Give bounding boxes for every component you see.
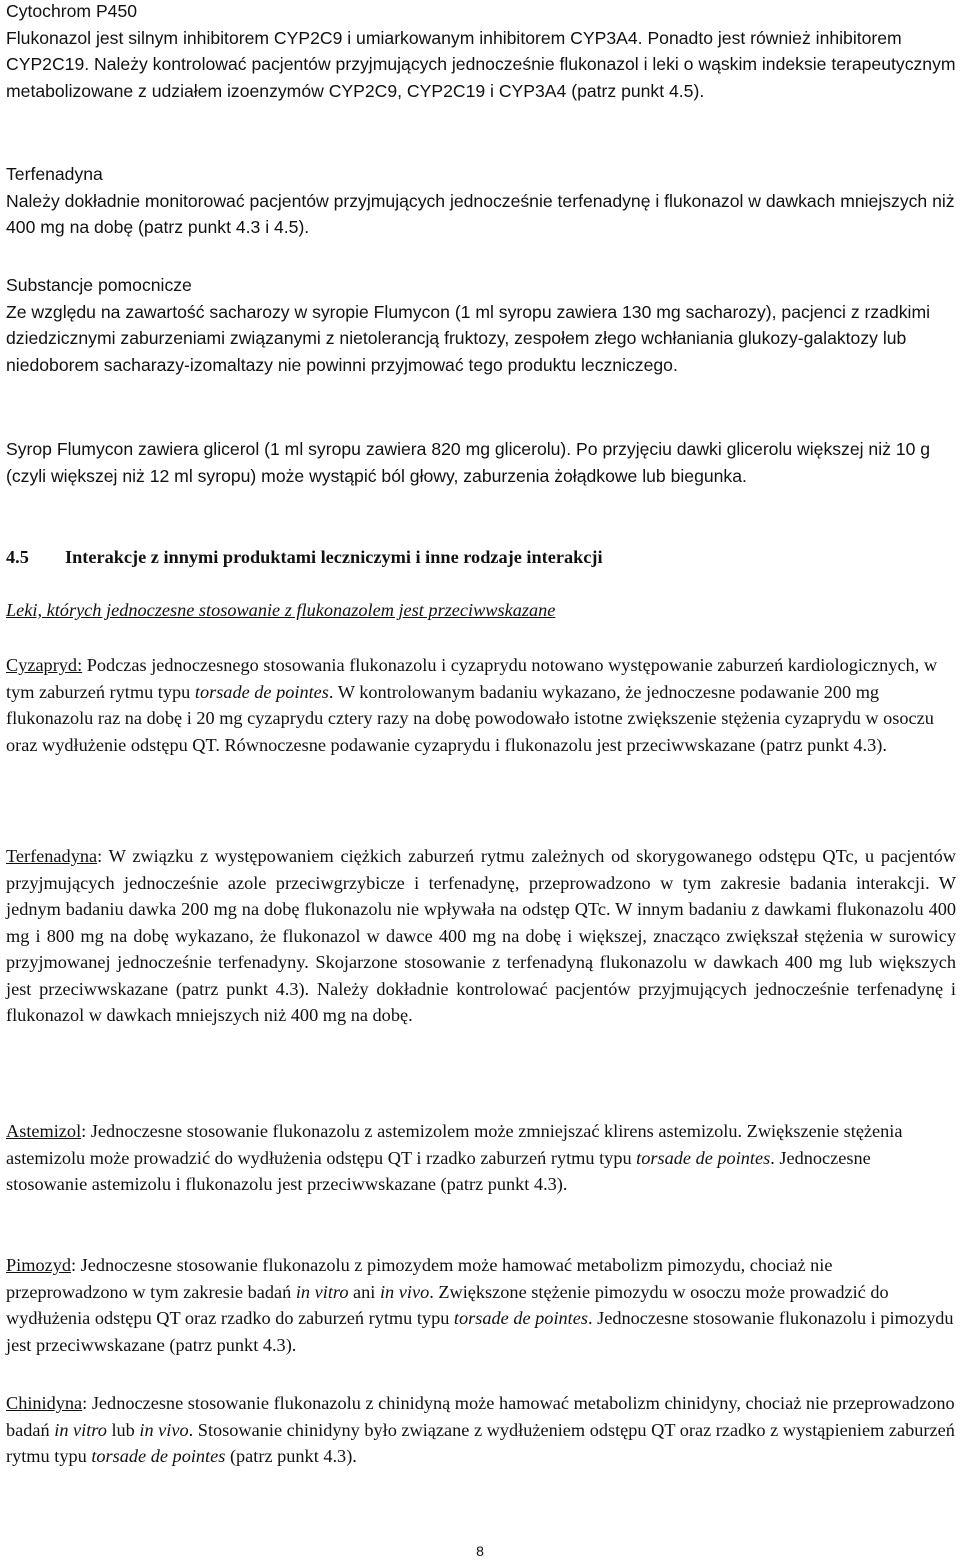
terfenadine-warning-paragraph [6, 161, 956, 241]
cyp450-heading: Cytochrom P450 [6, 1, 138, 21]
pimozide-paragraph [6, 1252, 956, 1358]
pimozide-name: Pimozyd [6, 1255, 72, 1275]
quinidine-text-1: : Jednoczesne stosowanie flukonazolu z chinidyną może hamować metabolizm chinidyny, chociaż nie przeprowadzono badań [6, 1393, 955, 1440]
cyp450-text: Flukonazol jest silnym inhibitorem CYP2C9 i umiarkowanym inhibitorem CYP3A4. Ponadto jest również inhibitorem CYP2C19. Należy kontrolować pacjentów przyjmujących jednocześnie flukonazol i leki o wąskim indeksie terapeutycznym metabolizowane z udziałem izoenzymów CYP2C9, CYP2C19 i CYP3A4 (patrz punkt 4.5). [6, 27, 956, 101]
pimozide-italic-2: in vivo [379, 1281, 430, 1302]
astemizole-paragraph [6, 1118, 956, 1198]
contraindicated-heading-block [6, 597, 956, 624]
terfenadine-text: : W związku z występowaniem ciężkich zaburzeń rytmu zależnych od skorygowanego odstępu QTc, u pacjentów przyjmujących jednocześnie azole przeciwgrzybicze i terfenadynę, przeprowadzono w tym zakresie badania interakcji. W jednym badaniu dawka 200 mg na dobę flukonazolu nie wpływała na odstęp QTc. W innym badaniu z dawkami flukonazolu 400 mg i 800 mg na dobę wykazano, że flukonazol w dawce 400 mg na dobę i większej, znacząco zwiększał stężenia w surowicy przyjmowanej jednocześnie terfenadyny. Skojarzone stosowanie z terfenadyną flukonazolu w dawkach 400 mg lub większych jest przeciwwskazane (patrz punkt 4.3). Należy dokładnie kontrolować pacjentów przyjmujących jednocześnie terfenadynę i flukonazol w dawkach mniejszych niż 400 mg na dobę. [6, 846, 956, 1025]
section-number: 4.5 [6, 547, 29, 567]
astemizole-italic-1: torsade de pointes [636, 1147, 771, 1168]
pimozide-text-3: . Zwiększone stężenie pimozydu w osoczu może prowadzić do wydłużenia odstępu QT oraz rzadko do zaburzeń rytmu typu [6, 1281, 889, 1328]
cisapride-text-1: Podczas jednoczesnego stosowania flukonazolu i cyzaprydu notowano występowanie zaburzeń kardiologicznych, w tym zaburzeń rytmu typu [6, 655, 938, 702]
cisapride-text-2: . W kontrolowanym badaniu wykazano, że jednoczesne podawanie 200 mg flukonazolu raz na dobę i 20 mg cyzaprydu cztery razy na dobę powodowało istotne zwiększenie stężenia cyzaprydu w osoczu oraz wydłużenie odstępu QT. Równoczesne podawanie cyzaprydu i flukonazolu jest przeciwwskazane (patrz punkt 4.3). [6, 681, 934, 755]
excipients-heading: Substancje pomocnicze [6, 275, 192, 295]
terfenadine-name: Terfenadyna [6, 846, 98, 866]
terfenadine-warning-text: Należy dokładnie monitorować pacjentów przyjmujących jednocześnie terfenadynę i flukonazol w dawkach mniejszych niż 400 mg na dobę (patrz punkt 4.3 i 4.5). [6, 190, 955, 237]
glycerol-paragraph [6, 436, 956, 489]
astemizole-text-1: : Jednoczesne stosowanie flukonazolu z astemizolem może zmniejszać klirens astemizolu. Zwiększenie stężenia astemizolu może prowadzić do wydłużenia odstępu QT i rzadko zaburzeń rytmu typu [6, 1121, 903, 1168]
quinidine-italic-1: in vitro [54, 1419, 107, 1440]
astemizole-name: Astemizol [6, 1121, 82, 1141]
excipients-text: Ze względu na zawartość sacharozy w syropie Flumycon (1 ml syropu zawiera 130 mg sacharozy), pacjenci z rzadkimi dziedzicznymi zaburzeniami związanymi z nietolerancją fruktozy, zespołem złego wchłaniania glukozy-galaktozy lub niedoborem sacharazy-izomaltazy nie powinni przyjmować tego produktu leczniczego. [6, 301, 931, 375]
section-title: Interakcje z innymi produktami leczniczymi i inne rodzaje interakcji [65, 547, 603, 567]
section-heading [6, 544, 956, 570]
pimozide-italic-3: torsade de pointes [453, 1308, 588, 1328]
page-number: 8 [476, 1543, 484, 1559]
quinidine-paragraph [6, 1390, 956, 1470]
cyp450-paragraph [6, 0, 956, 104]
quinidine-italic-3: torsade de pointes [91, 1446, 226, 1466]
quinidine-italic-2: in vivo [139, 1419, 189, 1440]
terfenadine-warning-heading: Terfenadyna [6, 164, 103, 184]
quinidine-text-4: (patrz punkt 4.3). [225, 1446, 357, 1466]
excipients-paragraph [6, 272, 956, 378]
cisapride-name: Cyzapryd: [6, 655, 83, 675]
astemizole-text-2: . Jednoczesne stosowanie astemizolu i flukonazolu jest przeciwwskazane (patrz punkt 4.3). [6, 1147, 871, 1194]
quinidine-text-2: lub [106, 1419, 140, 1440]
terfenadine-paragraph [6, 843, 956, 1029]
pimozide-text-4: . Jednoczesne stosowanie flukonazolu i pimozydu jest przeciwwskazane (patrz punkt 4.3). [6, 1308, 954, 1355]
glycerol-text: Syrop Flumycon zawiera glicerol (1 ml syropu zawiera 820 mg glicerolu). Po przyjęciu dawki glicerolu większej niż 10 g (czyli większej niż 12 ml syropu) może wystąpić ból głowy, zaburzenia żołądkowe lub biegunka. [6, 439, 931, 486]
cisapride-italic-1: torsade de pointes [194, 681, 329, 702]
quinidine-name: Chinidyna [6, 1393, 83, 1413]
quinidine-text-3: . Stosowanie chinidyny było związane z wydłużeniem odstępu QT oraz rzadko z wystąpieniem zaburzeń rytmu typu [6, 1419, 955, 1466]
pimozide-text-2: ani [348, 1281, 380, 1302]
pimozide-italic-1: in vitro [295, 1281, 349, 1302]
contraindicated-heading: Leki, których jednoczesne stosowanie z flukonazolem jest przeciwwskazane [6, 600, 556, 620]
pimozide-text-1: : Jednoczesne stosowanie flukonazolu z pimozydem może hamować metabolizm pimozydu, chociaż nie przeprowadzono w tym zakresie badań [6, 1255, 833, 1302]
cisapride-paragraph [6, 652, 956, 758]
